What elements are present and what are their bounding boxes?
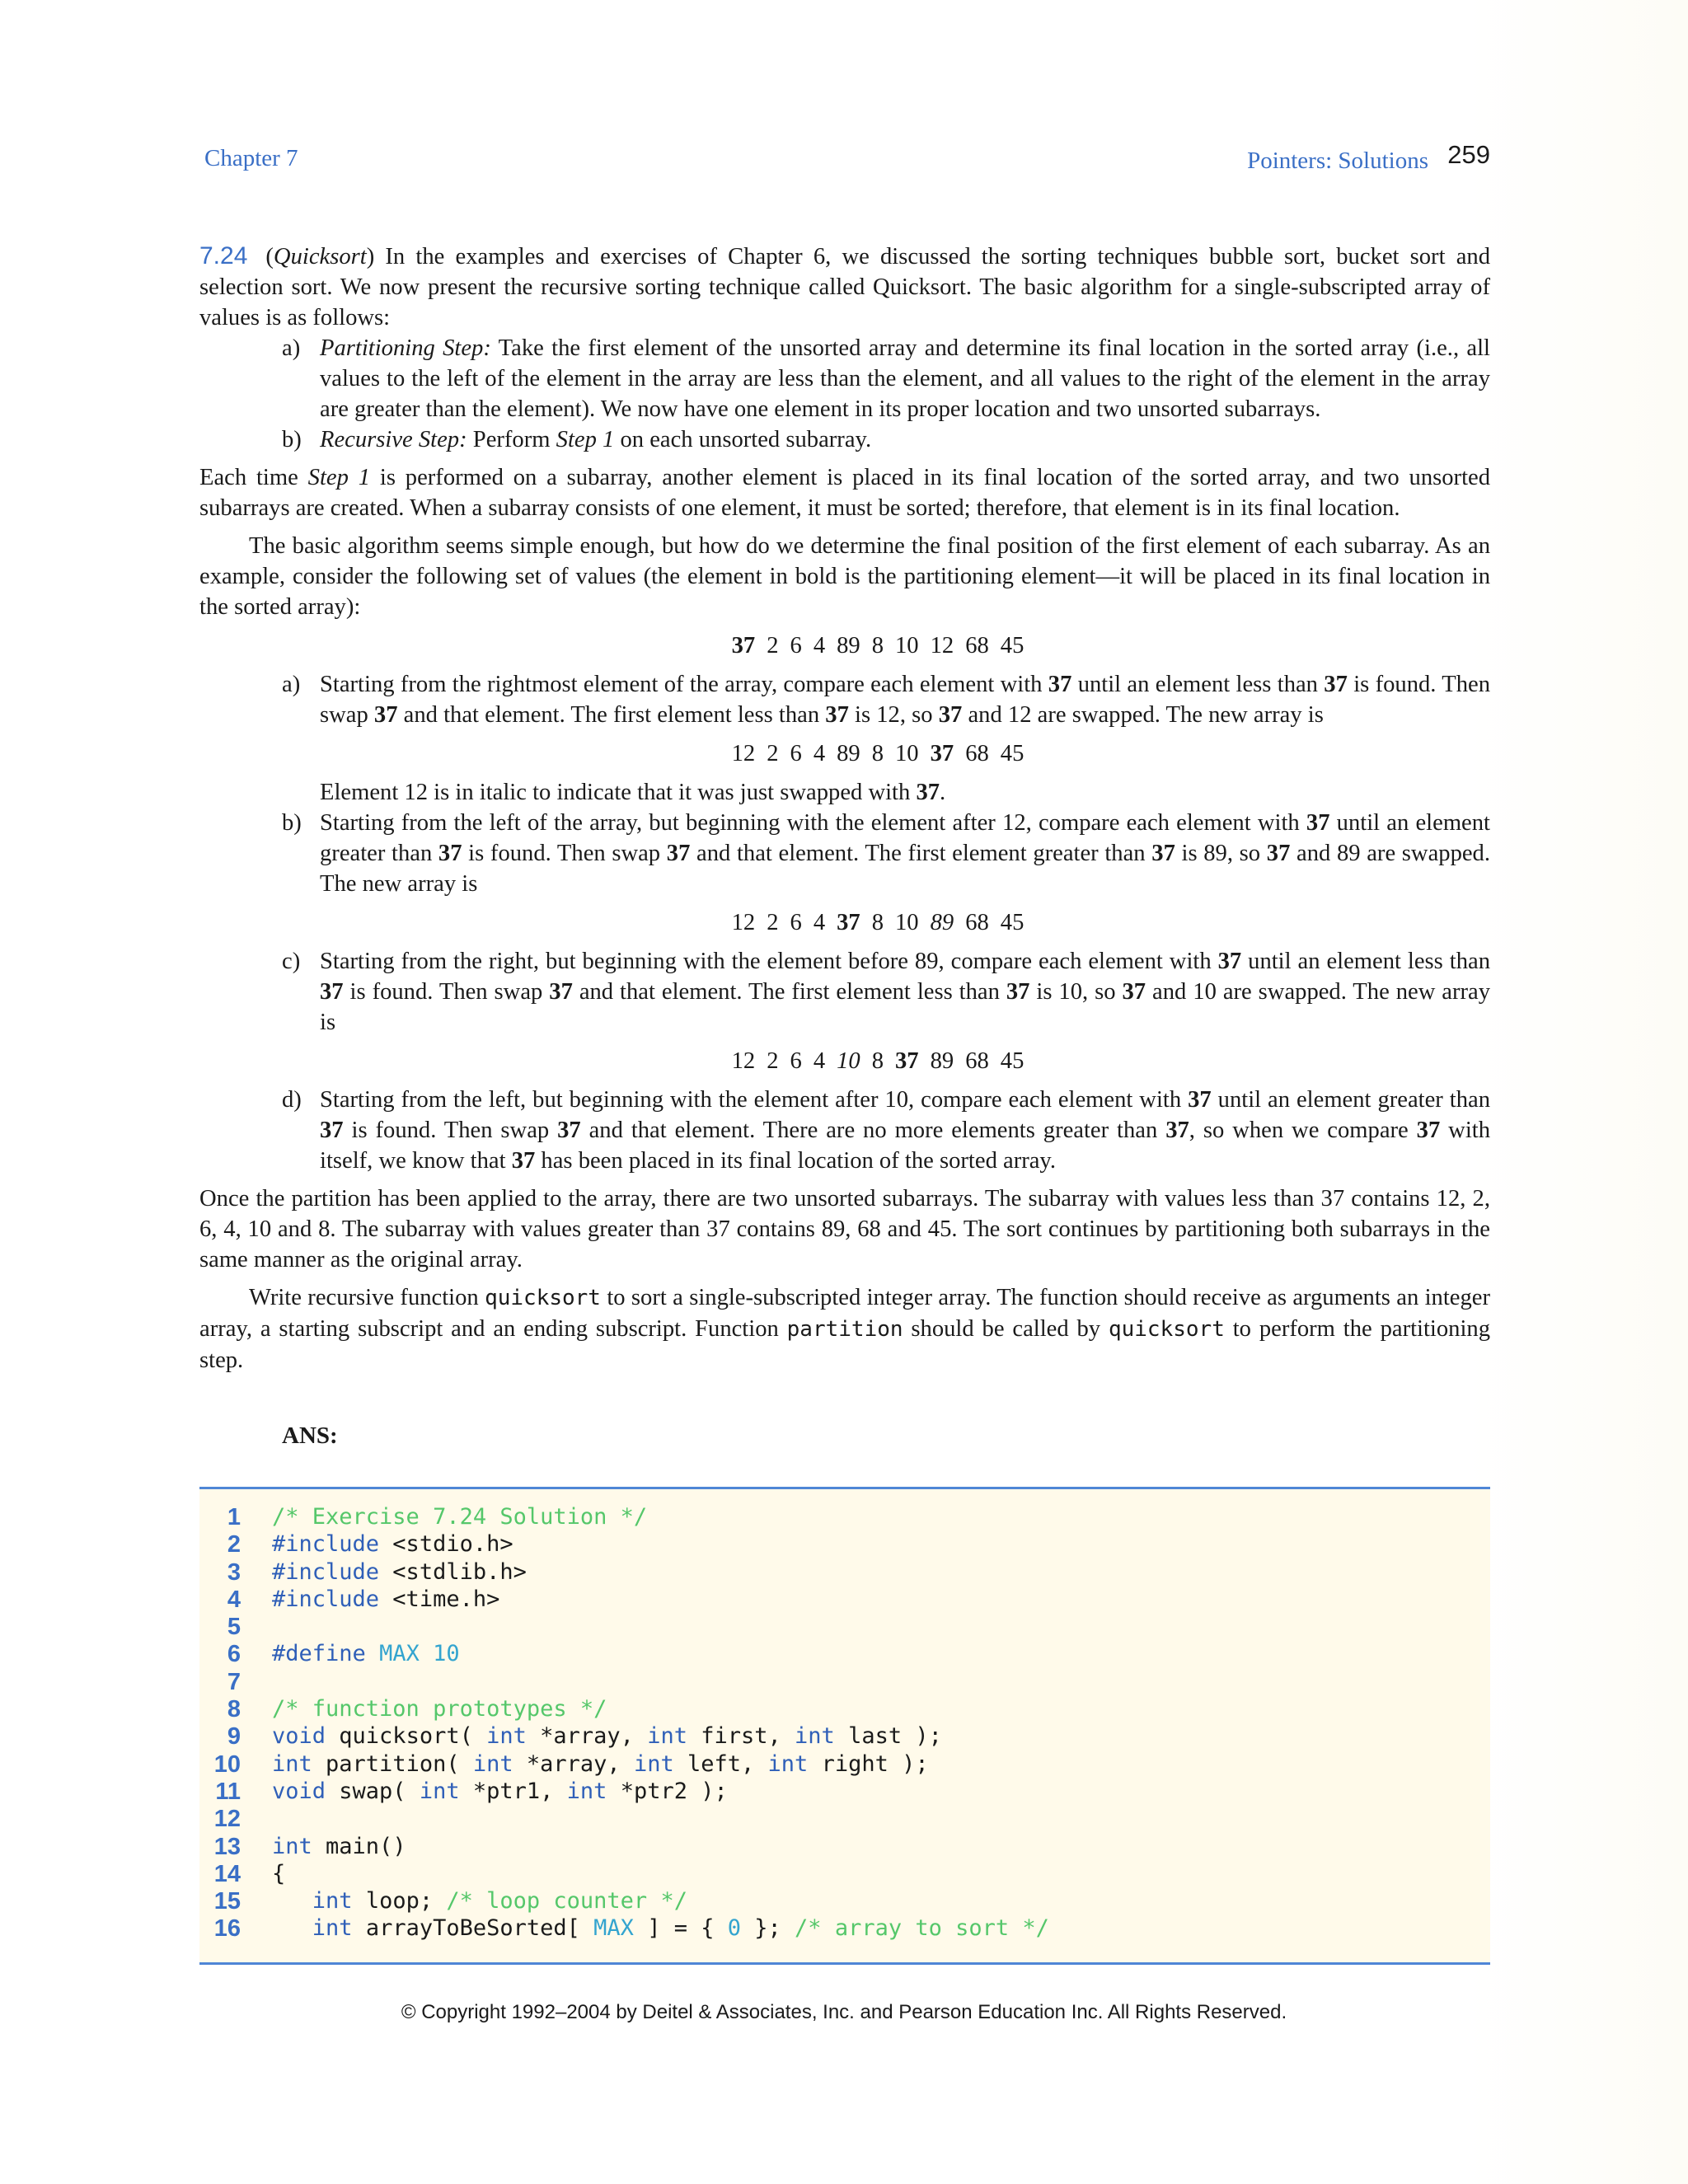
walkthrough-list — [199, 808, 1490, 899]
paragraph: Each time Step 1 is performed on a subarray, another element is placed in its final location of the sorted array, and two unsorted subarrays are created. When a subarray consists of one element, it must be sorted; therefore, that element is in its final location. — [199, 465, 1490, 521]
page-number: 259 — [1447, 140, 1490, 169]
line-number: 15 — [213, 1888, 241, 1915]
array-row: 37 2 6 4 89 8 10 12 68 45 — [731, 633, 1025, 658]
paragraph: The basic algorithm seems simple enough, but how do we determine the final position of the first element of each subarray. As an example, consider the following set of values (the element in bold is the partitioning element—it will be placed in its final location in the sorted array): — [199, 533, 1490, 620]
copyright-footer: © Copyright 1992–2004 by Deitel & Associates, Inc. and Pearson Education Inc. All Rights Reserved. — [401, 2001, 1287, 2023]
algorithm-step: b) Recursive Step: Perform Step 1 on each unsorted subarray. — [282, 427, 872, 452]
line-number: 6 — [227, 1641, 241, 1668]
inline-code: quicksort — [485, 1286, 601, 1310]
line-number: 8 — [227, 1696, 241, 1723]
line-number: 11 — [215, 1778, 241, 1805]
walkthrough-list — [199, 669, 1490, 730]
line-number: 7 — [227, 1668, 241, 1695]
walkthrough-step: a) Starting from the rightmost element of the array, compare each element with 37 until an element less than 37 is found. Then swap 37 and that element. The first element less than 37 is 12, so 37 and 12 are swapped. The new array is — [282, 672, 1490, 728]
walkthrough-step: b) Starting from the left of the array, but beginning with the element after 12, compare each element with 37 until an element greater than 37 is found. Then swap 37 and that element. The first element greater than 37 is 89, so 37 and 89 are swapped. The new array is — [282, 810, 1491, 897]
line-number: 14 — [213, 1860, 241, 1887]
code-listing: 1 /* Exercise 7.24 Solution */ 2 #include <stdio.h> 3 #include <stdlib.h> 4 #include <time.h> 5 6 #define MAX 10 7 8 /* function prototypes */ 9 void quicksort( int *array, int first, int last ); 10 int partition( int *array, int left, int right ); 11 void swap( int *ptr1, int *ptr2 ); 12 13 int main() 14 { 15 int loop; /* loop counter */ 16 int arrayToBeSorted[ MAX ] = { 0 }; /* array to sort */ — [199, 1487, 1490, 1965]
answer-label: ANS: — [282, 1422, 338, 1449]
array-row: 12 2 6 4 89 8 10 37 68 45 — [731, 741, 1025, 766]
array-row: 12 2 6 4 10 8 37 89 68 45 — [731, 1048, 1025, 1074]
exercise-body — [199, 241, 1490, 1376]
inline-code: quicksort — [1108, 1317, 1225, 1342]
walkthrough-list — [199, 1085, 1490, 1176]
line-number: 5 — [227, 1614, 241, 1641]
chapter-label: Chapter 7 — [204, 145, 298, 171]
line-number: 9 — [227, 1723, 241, 1750]
line-number: 16 — [213, 1915, 241, 1943]
array-row: 12 2 6 4 37 8 10 89 68 45 — [731, 910, 1025, 935]
exercise-title: Quicksort — [273, 244, 367, 269]
exercise-intro: 7.24 (Quicksort) In the examples and exercises of Chapter 6, we discussed the sorting techniques bubble sort, bucket sort and selection sort. We now present the recursive sorting technique called Quicksort. The basic algorithm for a single-subscripted array of values is as follows: — [199, 242, 1490, 330]
line-number: 12 — [213, 1806, 241, 1833]
walkthrough-list — [199, 946, 1490, 1038]
line-number: 1 — [227, 1504, 241, 1530]
line-number: 2 — [227, 1531, 241, 1558]
running-head — [204, 140, 1490, 176]
algorithm-step: a) Partitioning Step: Take the first element of the unsorted array and determine its final location in the sorted array (i.e., all values to the left of the element in the array are less than the element, and all values to the right of the element in the array are greater than the element). We now have one element in its proper location and two unsorted subarrays. — [282, 335, 1490, 422]
line-number: 3 — [227, 1558, 241, 1586]
line-number: 10 — [213, 1750, 241, 1778]
algorithm-list — [199, 333, 1490, 455]
paragraph: Once the partition has been applied to the array, there are two unsorted subarrays. The subarray with values less than 37 contains 12, 2, 6, 4, 10 and 8. The subarray with values greater than 37 contains 89, 68 and 45. The sort continues by partitioning both subarrays in the same manner as the original array. — [199, 1186, 1490, 1272]
exercise-number: 7.24 — [199, 242, 248, 269]
section-title: Pointers: Solutions — [1247, 148, 1429, 174]
inline-code: partition — [786, 1317, 903, 1342]
line-number: 4 — [227, 1586, 241, 1613]
step-note: Element 12 is in italic to indicate that it was just swapped with 37. — [320, 780, 946, 805]
paragraph: Write recursive function quicksort to sort a single-subscripted integer array. The function should receive as arguments an integer array, a starting subscript and an ending subscript. Function partition should be called by quicksort to perform the partitioning step. — [199, 1285, 1490, 1373]
line-number: 13 — [213, 1833, 241, 1860]
walkthrough-step: c) Starting from the right, but beginning with the element before 89, compare each element with 37 until an element less than 37 is found. Then swap 37 and that element. The first element less than 37 is 10, so 37 and 10 are swapped. The new array is — [282, 949, 1491, 1035]
walkthrough-step: d) Starting from the left, but beginning with the element after 10, compare each element with 37 until an element greater than 37 is found. Then swap 37 and that element. There are no more elements greater than 37, so when we compare 37 with itself, we know that 37 has been placed in its final location of the sorted array. — [282, 1087, 1491, 1174]
running-head-right — [1247, 140, 1490, 174]
